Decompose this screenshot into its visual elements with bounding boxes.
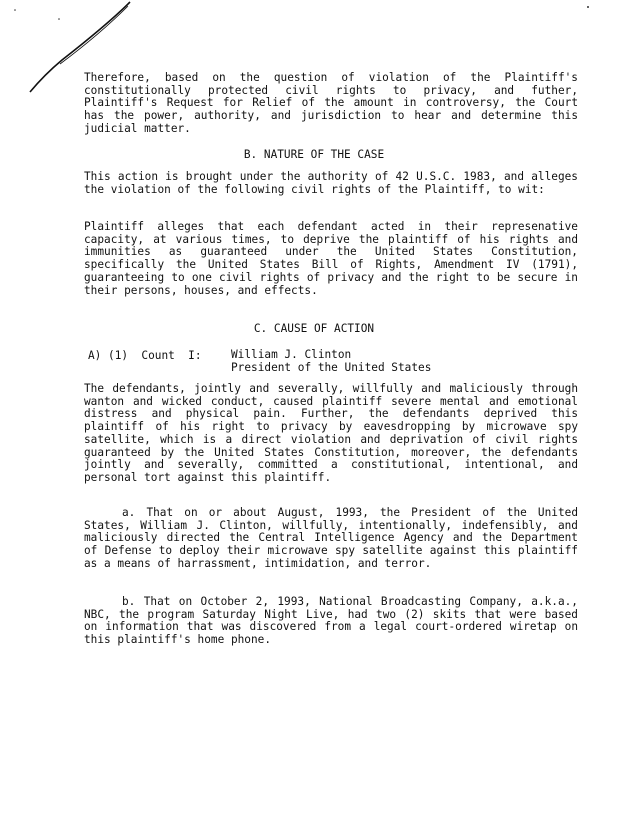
scan-specks (0, 0, 628, 40)
nature-paragraph-2: Plaintiff alleges that each defendant acted in their represenative capacity, at various times, to deprive the plaintiff of his rights and immunities as guaranteed under the United States Constitution, specifically the United States Bill of Rights, Amendment IV (1791), guaranteeing to one civil rights of privacy and the right to be secure in their persons, houses, and effects. (84, 220, 578, 297)
section-heading-nature: B. NATURE OF THE CASE (243, 148, 385, 161)
nature-paragraph-1: This action is brought under the authority of 42 U.S.C. 1983, and alleges the violation of the following civil rights of the Plaintiff, to wit: (84, 170, 578, 196)
allegation-b: b. That on October 2, 1993, National Broadcasting Company, a.k.a., NBC, the program Saturday Night Live, had two (2) skits that were based on information that was discovered from a legal court-ordered wiretap on this plaintiff's home phone. (84, 595, 578, 647)
section-heading-cause: C. CAUSE OF ACTION (253, 322, 375, 335)
count-label: A) (1) Count I: (88, 349, 202, 362)
count-defendant-title: President of the United States (231, 361, 432, 374)
allegation-a: a. That on or about August, 1993, the President of the United States, William J. Clinton, willfully, intentionally, indefensibly, and maliciously directed the Central Intelligence Agency and the Department of Defense to deploy their microwave spy satellite against this plaintiff as a means of harrassment, intimidation, and terror. (84, 506, 578, 570)
cause-paragraph: The defendants, jointly and severally, willfully and maliciously through wanton and wicked conduct, caused plaintiff severe mental and emotional distress and physical pain. Further, the defendants deprived this plaintiff of his right to privacy by eavesdropping by microwave spy satellite, which is a direct violation and deprivation of civil rights guaranteed by the United States Constitution, moreover, the defendants jointly and severally, committed a constitutional, intentional, and personal tort against this plaintiff. (84, 382, 578, 484)
count-defendant-name: William J. Clinton (231, 348, 352, 361)
jurisdiction-paragraph: Therefore, based on the question of violation of the Plaintiff's constitutionally protected civil rights to privacy, and futher, Plaintiff's Request for Relief of the amount in controversy, the Court has the power, authority, and jurisdiction to hear and determine this judicial matter. (84, 71, 578, 135)
